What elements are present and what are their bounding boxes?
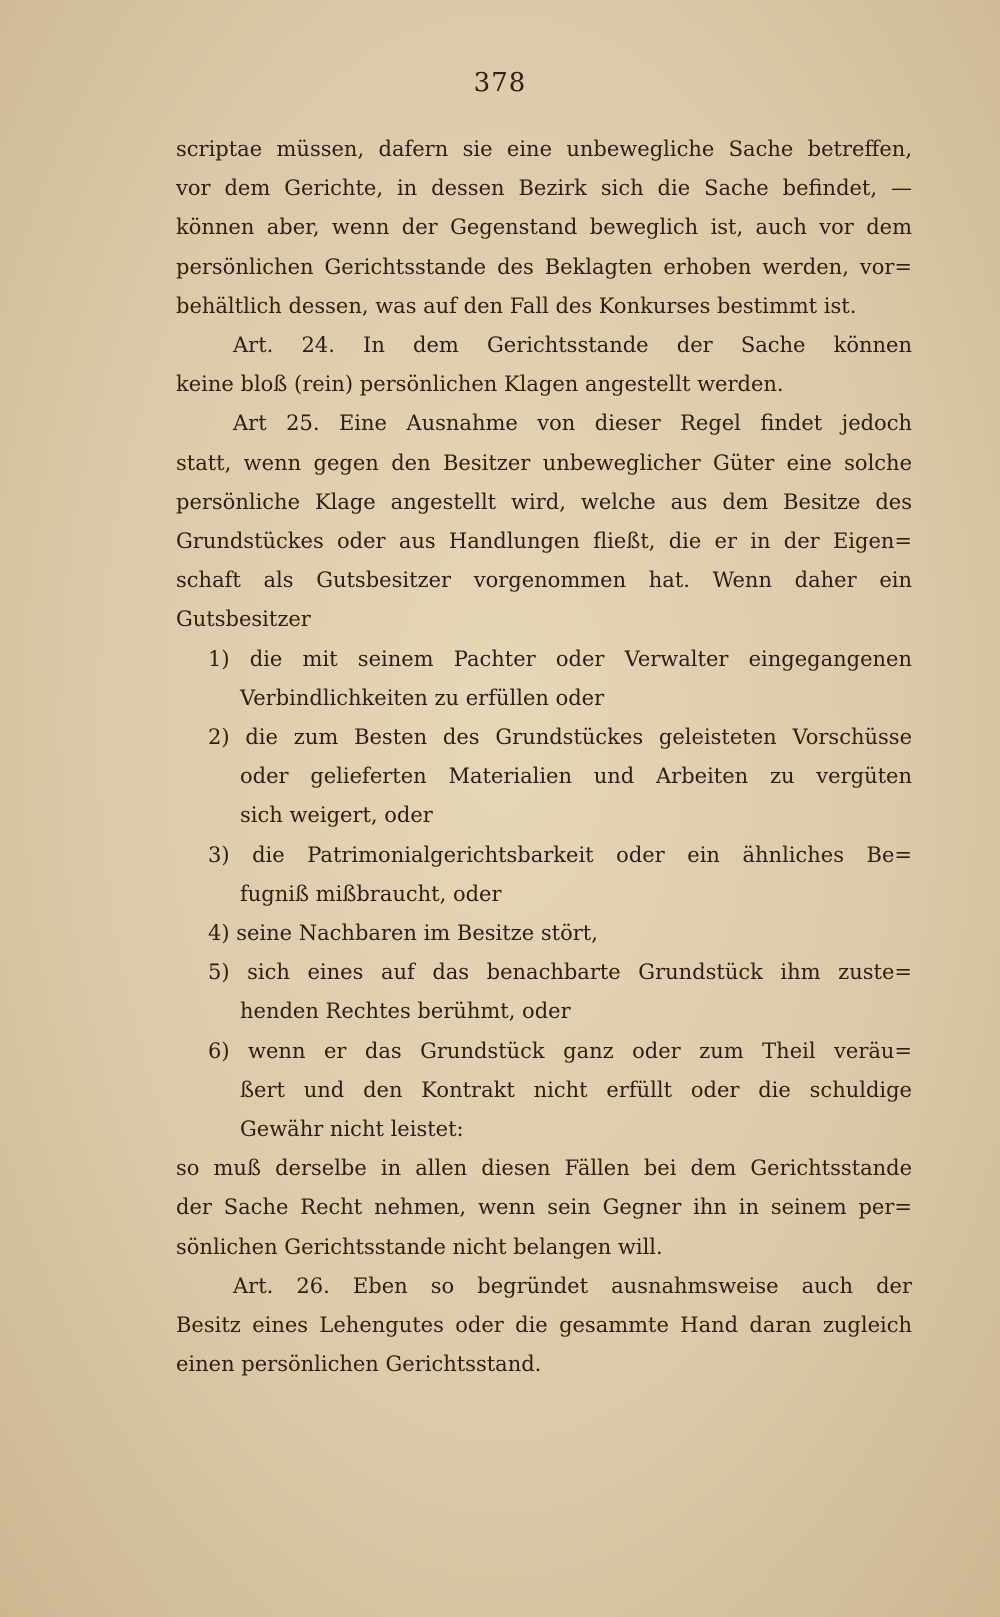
text-line: Gewähr nicht leistet: bbox=[240, 1117, 464, 1142]
text-line: Art. 24. In dem Gerichtsstande der Sache können bbox=[233, 333, 912, 358]
body-text bbox=[176, 130, 912, 1385]
text-line: der Sache Recht nehmen, wenn sein Gegner ihn in seinem per= bbox=[176, 1195, 912, 1220]
text-line: Besitz eines Lehengutes oder die gesammte Hand daran zugleich bbox=[176, 1313, 912, 1338]
text-line: sönlichen Gerichtsstande nicht belangen will. bbox=[176, 1234, 663, 1259]
text-line: keine bloß (rein) persönlichen Klagen angestellt werden. bbox=[176, 372, 784, 397]
text-line: scriptae müssen, dafern sie eine unbewegliche Sache betreffen, bbox=[176, 137, 912, 161]
text-line: 6) wenn er das Grundstück ganz oder zum Theil veräu= bbox=[208, 1038, 912, 1063]
page-number: 378 bbox=[473, 68, 527, 98]
text-line: 2) die zum Besten des Grundstückes geleisteten Vorschüsse bbox=[208, 725, 912, 750]
text-line: einen persönlichen Gerichtsstand. bbox=[176, 1352, 542, 1377]
text-line: Grundstückes oder aus Handlungen fließt, die er in der Eigen= bbox=[176, 529, 912, 554]
text-line: persönliche Klage angestellt wird, welche aus dem Besitze des bbox=[176, 489, 912, 514]
text-line: können aber, wenn der Gegenstand beweglich ist, auch vor dem bbox=[176, 215, 912, 240]
text-line: ßert und den Kontrakt nicht erfüllt oder die schuldige bbox=[240, 1077, 912, 1102]
text-line: henden Rechtes berühmt, oder bbox=[240, 999, 571, 1024]
text-line: Art 25. Eine Ausnahme von dieser Regel findet jedoch bbox=[233, 411, 912, 436]
text-line: 4) seine Nachbaren im Besitze stört, bbox=[208, 921, 598, 946]
text-line: so muß derselbe in allen diesen Fällen bei dem Gerichtsstande bbox=[176, 1156, 912, 1181]
text-line: persönlichen Gerichtsstande des Beklagten erhoben werden, vor= bbox=[176, 254, 912, 279]
text-line: schaft als Gutsbesitzer vorgenommen hat. Wenn daher ein bbox=[176, 568, 912, 593]
text-line: 3) die Patrimonialgerichtsbarkeit oder ein ähnliches Be= bbox=[208, 842, 912, 867]
text-line: behältlich dessen, was auf den Fall des Konkurses bestimmt ist. bbox=[176, 293, 857, 318]
text-line: sich weigert, oder bbox=[240, 803, 433, 828]
text-line: Gutsbesitzer bbox=[176, 607, 311, 632]
text-line: vor dem Gerichte, in dessen Bezirk sich die Sache befindet, — bbox=[176, 176, 912, 201]
text-line: 5) sich eines auf das benachbarte Grundstück ihm zuste= bbox=[208, 960, 912, 985]
text-line: Art. 26. Eben so begründet ausnahmsweise auch der bbox=[233, 1273, 912, 1298]
text-line: 1) die mit seinem Pachter oder Verwalter eingegangenen bbox=[208, 646, 912, 671]
text-line: statt, wenn gegen den Besitzer unbeweglicher Güter eine solche bbox=[176, 450, 912, 475]
text-line: oder gelieferten Materialien und Arbeiten zu vergüten bbox=[240, 764, 912, 789]
text-line: fugniß mißbraucht, oder bbox=[240, 881, 502, 906]
text-line: Verbindlichkeiten zu erfüllen oder bbox=[240, 685, 605, 710]
